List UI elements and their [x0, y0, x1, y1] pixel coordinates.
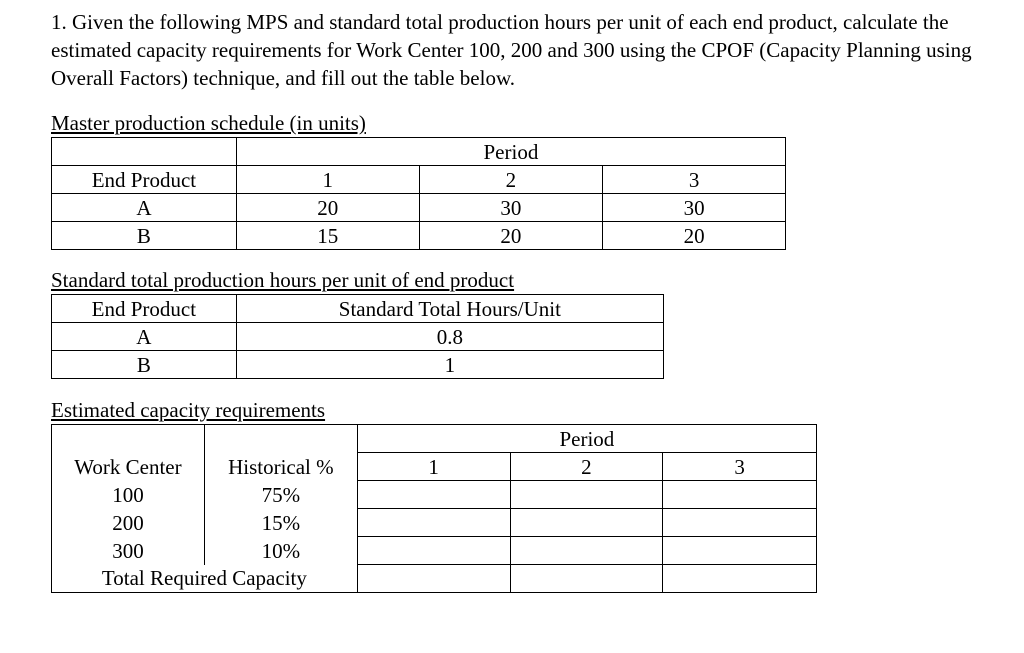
- std-hours-header: Standard Total Hours/Unit: [236, 295, 663, 323]
- capacity-label: Estimated capacity requirements: [51, 398, 326, 422]
- table-cell: 100: [52, 481, 205, 509]
- answer-cell[interactable]: [510, 537, 663, 565]
- table-cell: 20: [419, 222, 603, 250]
- mps-label: Master production schedule (in units): [51, 111, 366, 135]
- std-hours-table: [51, 294, 664, 379]
- table-row: [52, 425, 817, 453]
- table-row: [52, 509, 817, 537]
- table-cell: 0.8: [236, 323, 663, 351]
- table-row: [52, 351, 664, 379]
- table-cell: A: [52, 323, 237, 351]
- table-row: [52, 295, 664, 323]
- capacity-period-1: 1: [357, 453, 510, 481]
- std-hours-label: Standard total production hours per unit of end product: [51, 268, 515, 292]
- table-cell: [52, 425, 205, 453]
- total-required-capacity-label: Total Required Capacity: [52, 565, 358, 593]
- answer-cell[interactable]: [663, 565, 817, 593]
- table-cell: 300: [52, 537, 205, 565]
- capacity-work-center-header: Work Center: [52, 453, 205, 481]
- capacity-period-header: Period: [357, 425, 816, 453]
- table-cell: 30: [419, 194, 603, 222]
- table-row: [52, 565, 817, 593]
- table-row: [52, 194, 786, 222]
- capacity-period-2: 2: [510, 453, 663, 481]
- table-cell: 75%: [204, 481, 357, 509]
- table-row: [52, 138, 786, 166]
- answer-cell[interactable]: [510, 565, 663, 593]
- table-cell: B: [52, 351, 237, 379]
- table-row: [52, 222, 786, 250]
- table-row: [52, 323, 664, 351]
- answer-cell[interactable]: [663, 481, 817, 509]
- mps-period-3: 3: [603, 166, 786, 194]
- table-cell: 10%: [204, 537, 357, 565]
- question-text: 1. Given the following MPS and standard total production hours per unit of each end product, calculate the estimated capacity requirements for Work Center 100, 200 and 300 using the CPOF (Capacity Planning using Overall Factors) technique, and fill out the table below.: [51, 10, 972, 90]
- table-cell: [204, 425, 357, 453]
- mps-table: [51, 137, 786, 250]
- table-row: [52, 166, 786, 194]
- table-cell: 30: [603, 194, 786, 222]
- table-cell: 20: [236, 194, 419, 222]
- answer-cell[interactable]: [357, 509, 510, 537]
- capacity-historical-header: Historical %: [204, 453, 357, 481]
- table-cell: [52, 138, 237, 166]
- std-end-product-header: End Product: [52, 295, 237, 323]
- table-cell: 15%: [204, 509, 357, 537]
- table-cell: 200: [52, 509, 205, 537]
- table-row: [52, 481, 817, 509]
- table-cell: A: [52, 194, 237, 222]
- table-cell: 1: [236, 351, 663, 379]
- table-row: [52, 537, 817, 565]
- capacity-table: [51, 424, 817, 593]
- answer-cell[interactable]: [663, 509, 817, 537]
- answer-cell[interactable]: [357, 565, 510, 593]
- table-cell: B: [52, 222, 237, 250]
- mps-period-2: 2: [419, 166, 603, 194]
- mps-end-product-header: End Product: [52, 166, 237, 194]
- answer-cell[interactable]: [663, 537, 817, 565]
- table-row: [52, 453, 817, 481]
- mps-period-header: Period: [236, 138, 785, 166]
- mps-period-1: 1: [236, 166, 419, 194]
- answer-cell[interactable]: [510, 481, 663, 509]
- answer-cell[interactable]: [357, 537, 510, 565]
- answer-cell[interactable]: [357, 481, 510, 509]
- table-cell: 15: [236, 222, 419, 250]
- answer-cell[interactable]: [510, 509, 663, 537]
- capacity-period-3: 3: [663, 453, 817, 481]
- table-cell: 20: [603, 222, 786, 250]
